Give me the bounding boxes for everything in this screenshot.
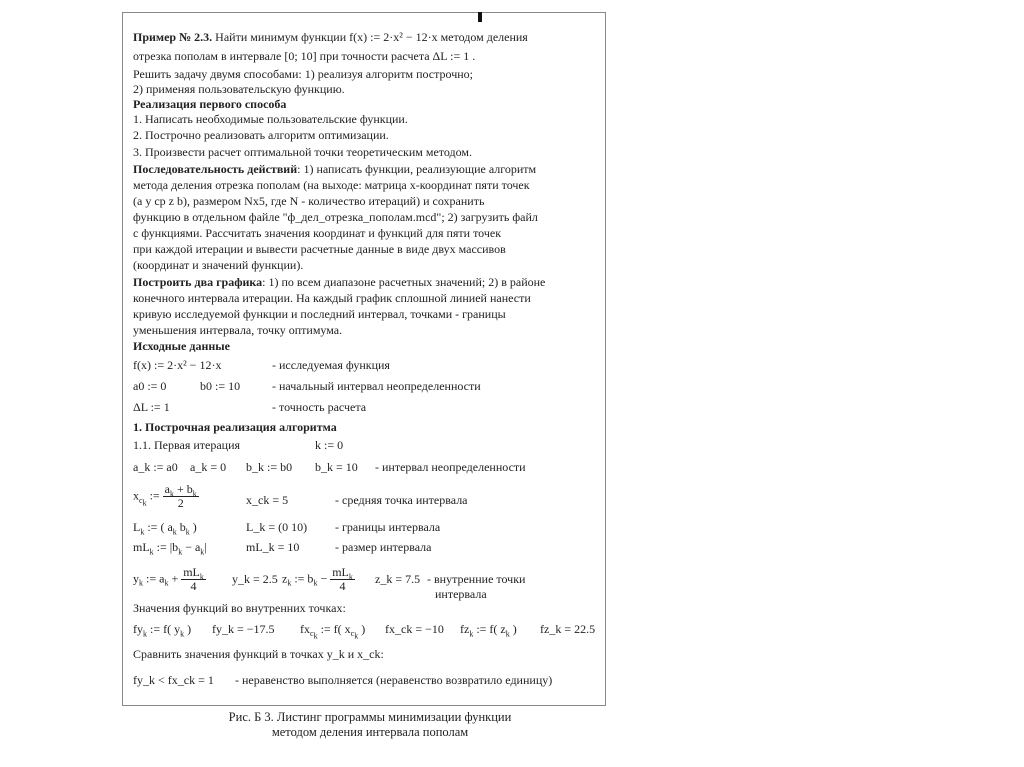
plots-line: конечного интервала итерации. На каждый график сплошной линией нанести	[133, 291, 531, 305]
intro-title-func: f(x) := 2·x² − 12·x	[349, 30, 438, 44]
inputs-heading: Исходные данные	[133, 339, 230, 353]
intro-line-2: отрезка пополам в интервале [0; 10] при точности расчета ΔL := 1 .	[133, 49, 476, 63]
algo-heading: 1. Построчная реализация алгоритма	[133, 420, 337, 434]
input-a0: a0 := 0	[133, 379, 167, 393]
intro-title	[133, 30, 528, 45]
algo-yk-formula: $y_k$ := $a_k$ + $\frac{mL_k}{4}$	[133, 565, 204, 593]
algo-size-note: - размер интервала	[335, 540, 432, 554]
algo-k-assign: k := 0	[315, 438, 344, 452]
sequence-line: функцию в отдельном файле "ф_дел_отрезка_пополам.mcd"; 2) загрузить файл	[133, 210, 538, 224]
sequence-line: метода деления отрезка пополам (на выходе: матрица x-координат пяти точек	[133, 178, 530, 192]
algo-midpoint-note: - средняя точка интервала	[335, 493, 468, 507]
algo-ineq-note: - неравенство выполняется (неравенство возвратило единицу)	[235, 673, 553, 687]
algo-inner-note-2: интервала	[435, 587, 487, 601]
figure-caption	[210, 710, 530, 740]
plots-first-tail: : 1) по всем диапазоне расчетных значений; 2) в районе	[262, 275, 546, 289]
algo-mLk-val: mL_k = 10	[246, 540, 300, 554]
sequence-first-tail: : 1) написать функции, реализующие алгоритм	[297, 162, 537, 176]
intro-line-4: 2) применяя пользовательскую функцию.	[133, 82, 345, 96]
algo-interval-note: - интервал неопределенности	[375, 460, 526, 474]
algo-Lk-formula: $L_k$ := ( $a_k$ $b_k$ )	[133, 520, 197, 537]
algo-ineq: fy_k < fx_ck = 1	[133, 673, 214, 687]
input-func-note: - исследуемая функция	[272, 358, 390, 372]
input-dl-note: - точность расчета	[272, 400, 367, 414]
caption-line-2: методом деления интервала пополам	[271, 725, 469, 739]
input-func: f(x) := 2·x² − 12·x	[133, 358, 222, 372]
algo-fx-val: fx_ck = −10	[385, 622, 444, 636]
sequence-line: (координат и значений функции).	[133, 258, 304, 272]
intro-title-text: Найти минимум функции	[212, 30, 350, 44]
intro-title-tail: методом деления	[437, 30, 528, 44]
algo-bk-val: b_k = 10	[315, 460, 358, 474]
section1-item: 1. Написать необходимые пользовательские функции.	[133, 112, 408, 126]
plots-line: кривую исследуемой функции и последний интервал, точками - границы	[133, 307, 506, 321]
algo-zk-fraction: $\frac{mL_k}{4}$	[332, 565, 353, 593]
algo-yk-fraction: $\frac{mL_k}{4}$	[183, 565, 204, 593]
sequence-first-line	[133, 162, 536, 177]
algo-iter-label: 1.1. Первая итерация	[133, 438, 241, 452]
algo-xc-formula: $x_{c_k}$ := $\frac{a_k + b_k}{2}$	[133, 482, 197, 510]
sequence-line: с функциями. Рассчитать значения координат и функций для пяти точек	[133, 226, 502, 240]
algo-compare-label: Сравнить значения функций в точках y_k и x_ck:	[133, 647, 384, 661]
algo-func-vals-label: Значения функций во внутренних точках:	[133, 601, 346, 615]
algo-zk-formula: $z_k$ := $b_k$ − $\frac{mL_k}{4}$	[282, 565, 353, 593]
algo-ak-def: a_k := a0	[133, 460, 178, 474]
algo-xc-val: x_ck = 5	[246, 493, 289, 507]
input-dl: ΔL := 1	[133, 400, 170, 414]
algo-yk-val: y_k = 2.5	[232, 572, 278, 586]
plots-heading: Построить два графика	[133, 275, 263, 289]
section1-item: 2. Построчно реализовать алгоритм оптимизации.	[133, 128, 389, 142]
plots-first-line	[133, 275, 545, 290]
algo-ak-val: a_k = 0	[190, 460, 227, 474]
algo-fz-formula: $fz_k$ := f( $z_k$ )	[460, 622, 517, 639]
sequence-heading: Последовательность действий	[133, 162, 298, 176]
caption-line-1: Рис. Б 3. Листинг программы минимизации функции	[228, 710, 512, 724]
algo-fz-val: fz_k = 22.5	[540, 622, 596, 636]
section1-item: 3. Произвести расчет оптимальной точки теоретическим методом.	[133, 145, 472, 159]
algo-zk-val: z_k = 7.5	[375, 572, 421, 586]
algo-fy-val: fy_k = −17.5	[212, 622, 275, 636]
algo-inner-note-1: - внутренние точки	[427, 572, 526, 586]
algo-mLk-formula: $mL_k$ := $|b_k - a_k|$	[133, 540, 207, 557]
sequence-line: (a y cp z b), размером Nx5, где N - количество итераций) и сохранить	[133, 194, 485, 208]
algo-bounds-note: - границы интервала	[335, 520, 441, 534]
algo-fx-formula: $fx_{c_k}$ := f( $x_{c_k}$ )	[300, 622, 366, 641]
page-marker	[478, 12, 482, 22]
algo-bk-def: b_k := b0	[246, 460, 293, 474]
algo-fy-formula: $fy_k$ := f( $y_k$ )	[133, 622, 192, 639]
intro-title-bold: Пример № 2.3.	[133, 30, 213, 44]
section1-heading: Реализация первого способа	[133, 97, 287, 111]
input-b0: b0 := 10	[200, 379, 241, 393]
algo-xc-fraction: $\frac{a_k + b_k}{2}$	[164, 482, 197, 510]
input-interval-note: - начальный интервал неопределенности	[272, 379, 481, 393]
algo-Lk-val: L_k = (0 10)	[246, 520, 308, 534]
sequence-line: при каждой итерации и вывести расчетные данные в виде двух массивов	[133, 242, 506, 256]
plots-line: уменьшения интервала, точку оптимума.	[133, 323, 343, 337]
intro-line-3: Решить задачу двумя способами: 1) реализуя алгоритм построчно;	[133, 67, 473, 81]
